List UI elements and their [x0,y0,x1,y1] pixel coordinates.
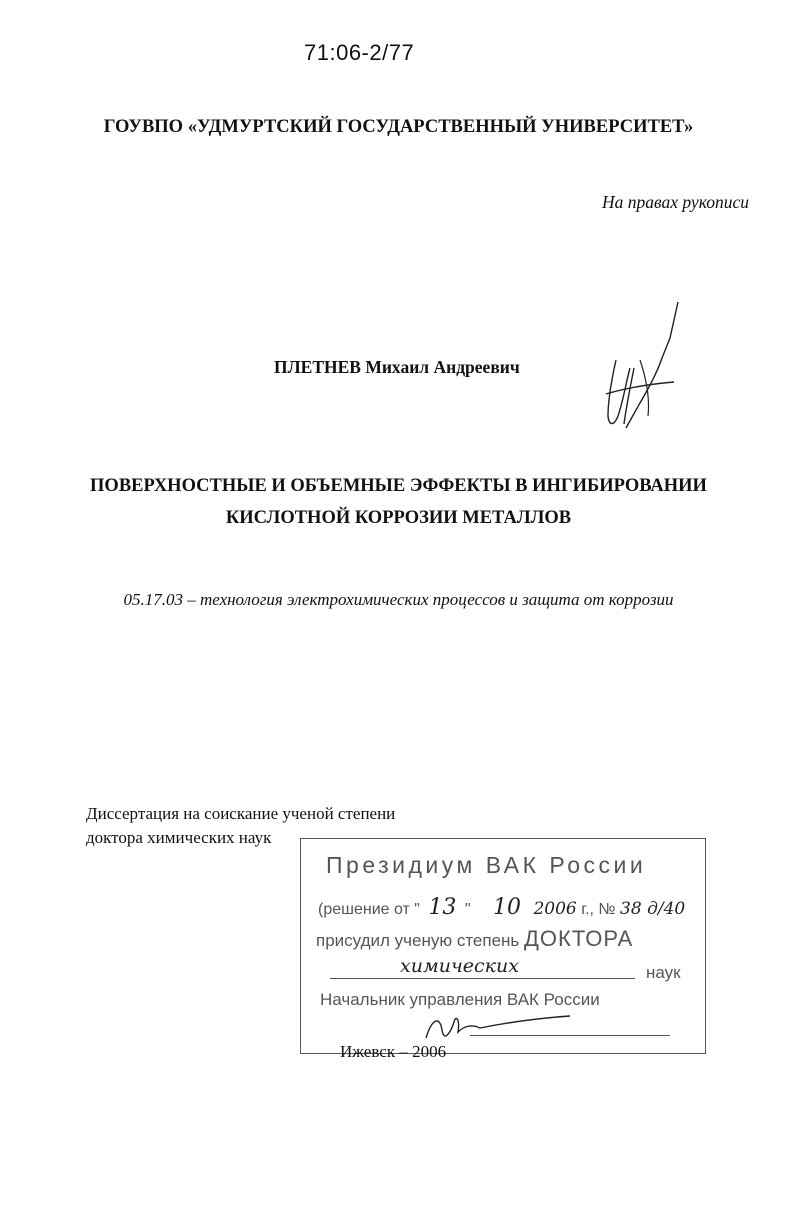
stamp-year: 2006 [533,899,577,919]
specialty: 05.17.03 – технология электрохимических процессов и защита от коррозии [123,590,674,609]
stamp-degree: ДОКТОРА [524,926,634,951]
stamp-month: 10 [493,895,522,920]
stamp-awarded-row [316,926,633,952]
stamp-chief: Начальник управления ВАК России [320,990,600,1009]
dissertation-line-2: доктора химических наук [86,828,272,847]
stamp-decision-prefix: (решение от " [318,901,420,918]
dissertation-line-1: Диссертация на соискание ученой степени [86,804,396,823]
stamp-number: 38 д/40 [620,899,686,919]
stamp-science-handwritten: химических [400,955,519,977]
stamp-title: Президиум ВАК России [326,852,647,878]
archive-code: 71:06-2/77 [304,40,415,65]
stamp-day: 13 [428,895,457,920]
university-name: ГОУВПО «УДМУРТСКИЙ ГОСУДАРСТВЕННЫЙ УНИВЕРСИТЕТ» [103,117,694,137]
title-line-1: ПОВЕРХНОСТНЫЕ И ОБЪЕМНЫЕ ЭФФЕКТЫ В ИНГИБИРОВАНИИ [90,476,707,496]
stamp-awarded-prefix: присудил ученую степень [316,931,520,950]
stamp-signature-line [470,1035,670,1036]
title-line-2: КИСЛОТНОЙ КОРРОЗИИ МЕТАЛЛОВ [225,508,572,528]
stamp-science-underline [330,978,635,979]
author-surname: ПЛЕТНЕВ [274,357,361,377]
stamp-science-suffix: наук [646,963,681,982]
city-year: Ижевск – 2006 [340,1042,447,1061]
author-name [274,357,520,378]
stamp-quote: " [464,901,471,918]
author-signature [596,298,686,438]
stamp-decision-row [318,895,685,920]
author-given-names: Михаил Андреевич [365,357,520,377]
manuscript-rights: На правах рукописи [602,192,749,212]
stamp-year-suffix: г., № [581,901,616,918]
dissertation-title [0,470,797,534]
